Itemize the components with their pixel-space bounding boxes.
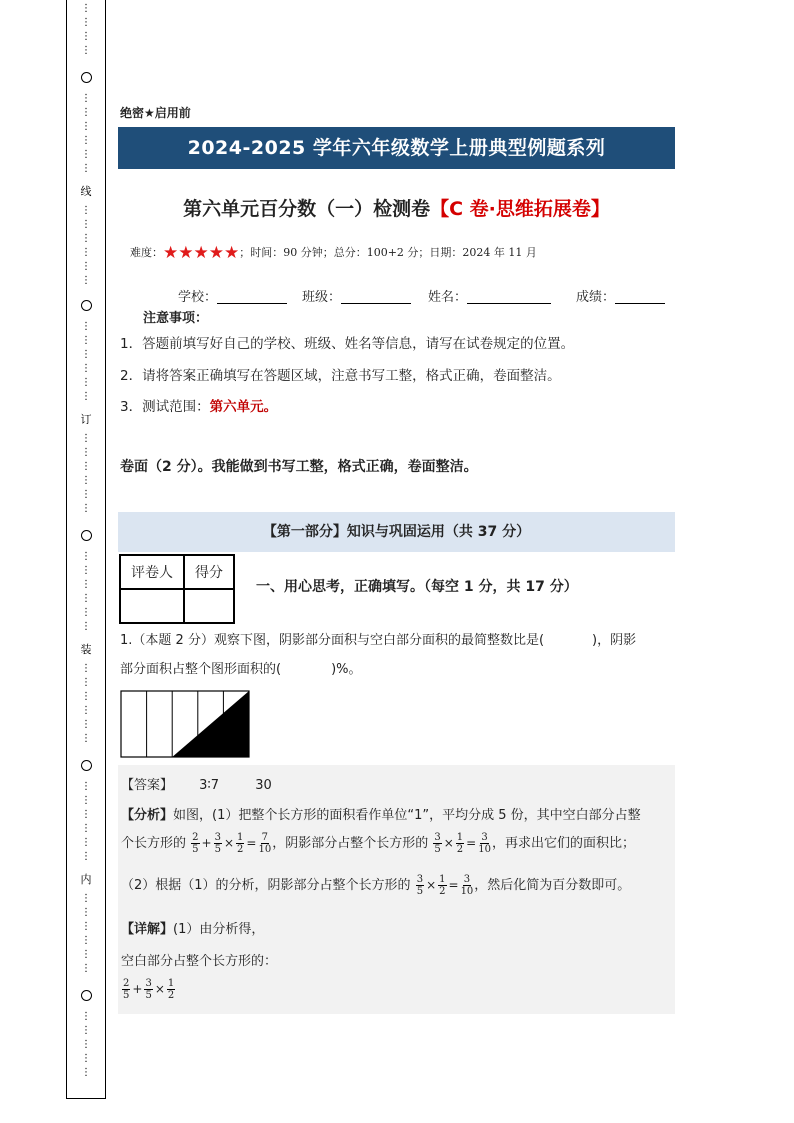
fraction-3-5: $\frac{3}{5}$: [434, 832, 441, 855]
answer-label: 【答案】: [121, 778, 174, 793]
analysis-text-1: 如图，(1）把整个长方形的面积看作单位“1”，平均分成 5 份，其中空白部分占整: [173, 808, 641, 823]
fraction-7-10: $\frac{7}{10}$: [258, 832, 272, 855]
fraction-3-5: $\frac{3}{5}$: [145, 978, 152, 1001]
fraction-1-2: $\frac{1}{2}$: [167, 978, 175, 1001]
fraction-3-5: $\frac{3}{5}$: [214, 832, 221, 855]
dotted-line: ⋮ ⋮ ⋮ ⋮ ⋮ ⋮: [81, 893, 91, 974]
question-1: [120, 626, 680, 684]
answer-line: [121, 774, 272, 793]
analysis-label: 【分析】: [121, 808, 174, 823]
note-item: [120, 395, 277, 415]
dotted-line: ⋮ ⋮ ⋮ ⋮ ⋮ ⋮: [81, 433, 91, 514]
difficulty-stars-icon: ★★★★★: [163, 243, 240, 263]
binding-circle: [67, 72, 105, 86]
series-banner: 2024-2025 学年六年级数学上册典型例题系列: [118, 127, 675, 169]
q1-text-b: )，阴影: [592, 633, 637, 648]
dotted-line: ⋮ ⋮ ⋮ ⋮: [81, 3, 91, 56]
note-item: 2．请将答案正确填写在答题区域，注意书写工整，格式正确，卷面整洁。: [120, 368, 561, 384]
exam-title: [118, 194, 675, 221]
binding-circle: [67, 530, 105, 544]
fraction-3-10: $\frac{3}{10}$: [460, 874, 474, 897]
dotted-line: ⋮ ⋮ ⋮ ⋮ ⋮: [81, 1011, 91, 1078]
binding-margin: [66, 0, 106, 1099]
dotted-line: ⋮ ⋮ ⋮ ⋮ ⋮ ⋮: [81, 551, 91, 632]
binding-circle: [67, 990, 105, 1004]
part1-title: 【第一部分】知识与巩固运用（共 37 分）: [118, 512, 675, 552]
name-field[interactable]: 姓名：: [428, 286, 551, 305]
detail-line-2: 空白部分占整个长方形的：: [121, 954, 278, 969]
meta-info: ；时间：90 分钟；总分：100+2 分；日期：2024 年 11 月: [239, 246, 537, 259]
dotted-line: ⋮ ⋮ ⋮ ⋮ ⋮ ⋮: [81, 93, 91, 174]
answer-value-1: 3∶7: [199, 778, 220, 793]
neatness-statement: 卷面（2 分）。我能做到书写工整，格式正确，卷面整洁。: [120, 459, 478, 475]
detail-line-1: 【详解】(1）由分析得，: [121, 922, 265, 937]
score-cell[interactable]: [184, 589, 234, 623]
detail-label: 【详解】: [121, 922, 174, 937]
fraction-3-5: $\frac{3}{5}$: [416, 874, 424, 897]
q1-text-a: 1.（本题 2 分）观察下图，阴影部分面积与空白部分面积的最简整数比是(: [120, 633, 545, 648]
dotted-line: ⋮ ⋮ ⋮ ⋮ ⋮ ⋮: [81, 663, 91, 744]
grader-cell[interactable]: [120, 589, 184, 623]
binding-circle: [67, 760, 105, 774]
score-label: 得分: [184, 555, 234, 589]
exam-meta: [130, 243, 537, 263]
section-title: 一、用心思考，正确填写。（每空 1 分，共 17 分）: [256, 579, 578, 595]
fraction-2-5: $\frac{2}{5}$: [123, 978, 130, 1001]
exam-title-main: 第六单元百分数（一）检测卷: [183, 198, 431, 220]
analysis-line-3: （2）根据（1）的分析，阴影部分占整个长方形的 $\frac{3}{5}$ × $\frac{1}{2}$ = $\frac{3}{10}$ ，然后化简为百分数即可。: [121, 874, 631, 897]
fraction-2-5: $\frac{2}{5}$: [192, 832, 199, 855]
dotted-line: ⋮ ⋮ ⋮ ⋮ ⋮ ⋮: [81, 205, 91, 286]
answer-value-2: 30: [255, 778, 272, 793]
binding-mark-xian: 线: [80, 185, 92, 198]
secret-label: 绝密★启用前: [120, 106, 191, 120]
dotted-line: ⋮ ⋮ ⋮ ⋮ ⋮ ⋮: [81, 321, 91, 402]
note-item: 1．答题前填写好自己的学校、班级、姓名等信息，请写在试卷规定的位置。: [120, 336, 575, 352]
class-field[interactable]: 班级：: [302, 286, 411, 305]
rectangle-figure: [120, 690, 250, 758]
note-scope-value: 第六单元。: [209, 399, 278, 415]
fraction-1-2: $\frac{1}{2}$: [456, 832, 464, 855]
note-scope-label: 3．测试范围：: [120, 399, 210, 415]
fraction-1-2: $\frac{1}{2}$: [439, 874, 446, 897]
q1-text-c: 部分面积占整个图形面积的(: [120, 662, 282, 677]
detail-expression: $\frac{2}{5}$ + $\frac{3}{5}$ × $\frac{1}{2}$: [123, 978, 175, 1001]
grader-score-table: [119, 554, 235, 624]
grader-label: 评卷人: [120, 555, 184, 589]
score-field[interactable]: 成绩：: [576, 286, 665, 305]
difficulty-label: 难度：: [130, 246, 163, 259]
q1-text-d: )%。: [331, 662, 362, 677]
binding-mark-ding: 订: [80, 413, 92, 426]
binding-mark-nei: 内: [80, 873, 92, 886]
binding-circle: [67, 300, 105, 314]
analysis-line-2: 个长方形的 $\frac{2}{5}$ + $\frac{3}{5}$ × $\frac{1}{2}$ = $\frac{7}{10}$ ，阴影部分占整个长方形的 $\frac{3}{5}$ × $\frac{1}{2}$ = $\frac{3}{10}$ ，再求出它们的面积比；: [121, 832, 635, 855]
school-field[interactable]: 学校：: [178, 286, 287, 305]
exam-subtitle: 【C 卷·思维拓展卷】: [430, 198, 610, 220]
analysis-line-1: [121, 804, 641, 823]
fraction-1-2: $\frac{1}{2}$: [237, 832, 244, 855]
notes-title: 注意事项：: [143, 311, 209, 326]
binding-mark-zhuang: 装: [80, 643, 92, 656]
fraction-3-10: $\frac{3}{10}$: [478, 832, 491, 855]
dotted-line: ⋮ ⋮ ⋮ ⋮ ⋮ ⋮: [81, 781, 91, 862]
